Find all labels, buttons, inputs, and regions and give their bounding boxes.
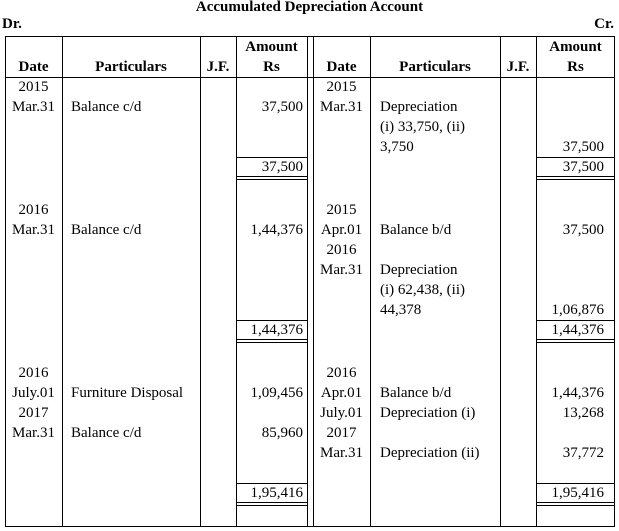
credit-amount: 13,268 — [562, 405, 604, 421]
debit-date-year: 2015 — [18, 79, 49, 95]
debit-date: Mar.31 — [12, 222, 55, 238]
credit-particular: Balance b/d — [380, 385, 452, 401]
credit-particular: Depreciation — [380, 262, 458, 278]
column-rule — [500, 36, 501, 527]
credit-particular: 3,750 — [380, 139, 414, 155]
credit-particular: Balance b/d — [380, 222, 452, 238]
header-jf: J.F. — [206, 59, 230, 75]
credit-amount: 1,44,376 — [551, 385, 604, 401]
debit-date: Mar.31 — [12, 425, 55, 441]
header-jf: J.F. — [506, 59, 530, 75]
total-rule — [536, 505, 615, 506]
debit-label: Dr. — [2, 16, 22, 32]
credit-date: Mar.31 — [320, 445, 363, 461]
debit-particular: Furniture Disposal — [71, 385, 184, 401]
credit-total: 37,500 — [562, 159, 604, 175]
credit-date: Apr.01 — [320, 385, 363, 401]
credit-date: Mar.31 — [320, 262, 363, 278]
debit-amount: 85,960 — [261, 425, 303, 441]
credit-date-year: 2016 — [326, 365, 357, 381]
column-rule — [200, 36, 201, 527]
debit-date-year: 2016 — [18, 365, 49, 381]
credit-date: July.01 — [320, 405, 363, 421]
page-title: Accumulated Depreciation Account — [195, 0, 424, 15]
debit-amount: 1,44,376 — [250, 222, 303, 238]
credit-label: Cr. — [594, 16, 614, 32]
header-date: Date — [326, 59, 357, 75]
header-rule — [5, 77, 615, 78]
credit-particular: Depreciation (i) — [380, 405, 476, 421]
total-rule — [236, 179, 307, 180]
debit-amount: 37,500 — [261, 99, 303, 115]
total-rule — [236, 505, 307, 506]
column-rule — [370, 36, 371, 527]
credit-particular: (i) 33,750, (ii) — [380, 119, 465, 135]
debit-total: 1,44,376 — [250, 322, 303, 338]
column-rule — [62, 36, 63, 527]
header-amount-unit: Rs — [263, 59, 280, 75]
credit-amount: 37,500 — [562, 139, 604, 155]
debit-date: Mar.31 — [12, 99, 55, 115]
credit-total: 1,95,416 — [551, 485, 604, 501]
debit-particular: Balance c/d — [71, 425, 142, 441]
header-particulars: Particulars — [95, 59, 167, 75]
column-rule — [307, 36, 308, 527]
credit-total: 1,44,376 — [551, 322, 604, 338]
header-date: Date — [18, 59, 49, 75]
debit-date: July.01 — [12, 385, 55, 401]
header-particulars: Particulars — [399, 59, 471, 75]
header-amount: Amount — [245, 39, 298, 55]
credit-particular: 44,378 — [380, 302, 422, 318]
credit-amount: 1,06,876 — [551, 302, 604, 318]
debit-date-year: 2017 — [18, 405, 49, 421]
header-amount-unit: Rs — [567, 59, 584, 75]
total-rule — [536, 342, 615, 343]
debit-total: 37,500 — [261, 159, 303, 175]
credit-date-year: 2017 — [326, 425, 357, 441]
debit-particular: Balance c/d — [71, 222, 142, 238]
credit-particular: Depreciation (ii) — [380, 445, 480, 461]
credit-date-year: 2015 — [326, 202, 357, 218]
credit-date: Apr.01 — [320, 222, 363, 238]
credit-date-year: 2016 — [326, 242, 357, 258]
total-rule — [236, 342, 307, 343]
credit-particular: (i) 62,438, (ii) — [380, 282, 465, 298]
credit-date: Mar.31 — [320, 99, 363, 115]
credit-amount: 37,500 — [562, 222, 604, 238]
credit-particular: Depreciation — [380, 99, 458, 115]
debit-total: 1,95,416 — [250, 485, 303, 501]
debit-amount: 1,09,456 — [250, 385, 303, 401]
debit-particular: Balance c/d — [71, 99, 142, 115]
credit-amount: 37,772 — [562, 445, 604, 461]
credit-date-year: 2015 — [326, 79, 357, 95]
debit-date-year: 2016 — [18, 202, 49, 218]
total-rule — [536, 179, 615, 180]
header-amount: Amount — [549, 39, 602, 55]
